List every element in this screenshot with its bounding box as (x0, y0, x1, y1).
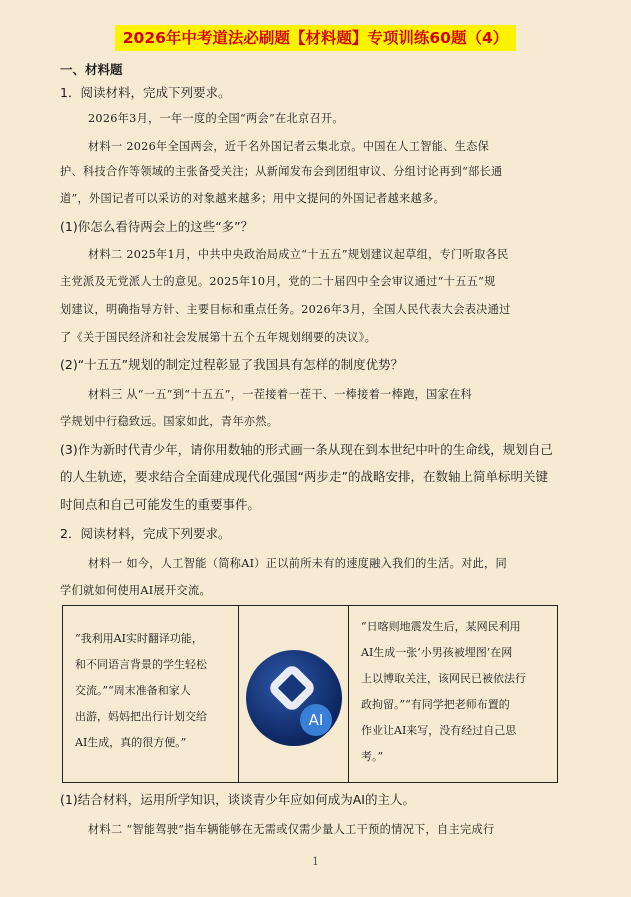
q1-sub2: (2)“十五五”规划的制定过程彰显了我国具有怎样的制度优势？ (60, 357, 404, 372)
right-quote-line: AI生成一张‘小男孩被埋图’在网 (361, 646, 513, 659)
ai-logo-icon (246, 650, 342, 746)
q1-m3-line: 学规划中行稳致远。国家如此，青年亦然。 (60, 415, 279, 428)
section-heading: 一、材料题 (60, 62, 123, 77)
left-quote-line: “我利用AI实时翻译功能， (75, 632, 203, 645)
table-cell-icon (239, 606, 349, 782)
right-quote-line: 上以博取关注，该网民已被依法行 (361, 672, 526, 685)
q1-sub3-line: 时间点和自己可能发生的重要事件。 (60, 497, 261, 512)
q1-m2-line: 主党派及无党派人士的意见。2025年10月，党的二十届四中全会审议通过“十五五”规 (60, 275, 496, 288)
ai-badge: AI (300, 704, 332, 736)
q1-m3-line: 材料三 从“一五”到“十五五”，一茬接着一茬干、一棒接着一棒跑，国家在科 (88, 388, 473, 401)
q1-sub3-line: 的人生轨迹，要求结合全面建成现代化强国“两步走”的战略安排，在数轴上简单标明关键 (60, 469, 548, 484)
page-title: 2026年中考道法必刷题【材料题】专项训练60题（4） (115, 25, 517, 51)
right-quote-line: “日喀则地震发生后，某网民利用 (361, 620, 521, 633)
q2-m1-line: 材料一 如今，人工智能（简称AI）正以前所未有的速度融入我们的生活。对此，同 (88, 557, 508, 570)
q1-sub3-line: (3)作为新时代青少年，请你用数轴的形式画一条从现在到本世纪中叶的生命线，规划自己 (60, 442, 553, 457)
q1-m1-line: 道”，外国记者可以采访的对象越来越多；用中文提问的外国记者越来越多。 (60, 192, 446, 205)
q1-m2-line: 材料二 2025年1月，中共中央政治局成立“十五五”规划建议起草组，专门听取各民 (88, 248, 509, 261)
q1-intro: 2026年3月，一年一度的全国“两会”在北京召开。 (88, 112, 344, 125)
q1-m2-line: 划建议，明确指导方针、主要目标和重点任务。2026年3月，全国人民代表大会表决通过 (60, 303, 511, 316)
q2-sub1: (1)结合材料，运用所学知识，谈谈青少年应如何成为AI的主人。 (60, 792, 415, 807)
q1-m1-line: 材料一 2026年全国两会，近千名外国记者云集北京。中国在人工智能、生态保 (88, 140, 490, 153)
q1-stem: 1．阅读材料，完成下列要求。 (60, 85, 231, 100)
q2-m2-line: 材料二 “智能驾驶”指车辆能够在无需或仅需少量人工干预的情况下，自主完成行 (88, 823, 495, 836)
q1-m2-line: 了《关于国民经济和社会发展第十五个五年规划纲要的决议》。 (60, 331, 377, 344)
right-quote-line: 政拘留。”“有同学把老师布置的 (361, 698, 510, 711)
left-quote-line: 和不同语言背景的学生轻松 (75, 658, 207, 671)
q1-sub1: (1)你怎么看待两会上的这些“多”？ (60, 219, 254, 234)
material-table (62, 605, 558, 783)
table-cell-right (349, 606, 557, 782)
q2-m1-line: 学们就如何使用AI展开交流。 (60, 584, 211, 597)
table-cell-left (63, 606, 239, 782)
page-number: 1 (312, 855, 319, 868)
left-quote-line: 出游，妈妈把出行计划交给 (75, 710, 207, 723)
right-quote-line: 考。” (361, 750, 384, 763)
q2-stem: 2．阅读材料，完成下列要求。 (60, 526, 231, 541)
left-quote-line: 交流。”“周末准备和家人 (75, 684, 191, 697)
right-quote-line: 作业让AI来写，没有经过自己思 (361, 724, 517, 737)
left-quote-line: AI生成，真的很方便。” (75, 736, 187, 749)
q1-m1-line: 护、科技合作等领域的主张备受关注；从新闻发布会到团组审议、分组讨论再到“部长通 (60, 165, 503, 178)
title-wrap (0, 25, 631, 51)
